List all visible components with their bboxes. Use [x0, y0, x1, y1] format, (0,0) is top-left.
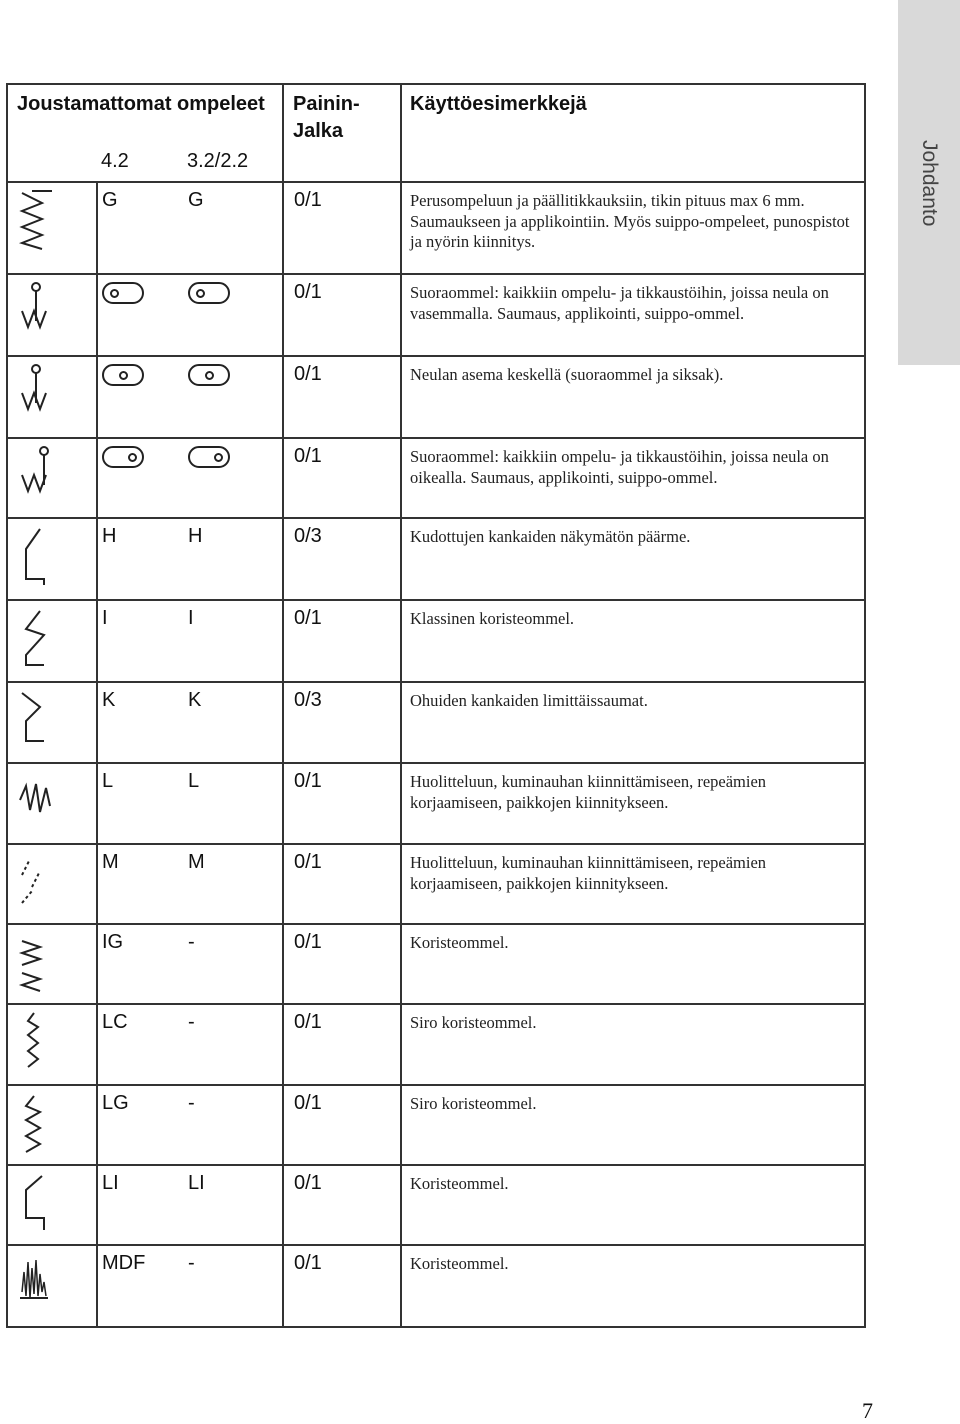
- table-row: [7, 1004, 865, 1085]
- table-row: [7, 924, 865, 1004]
- presser-foot-value: 0/1: [283, 844, 401, 924]
- model-3-2-code: [188, 445, 278, 468]
- presser-foot-value: 0/1: [283, 1004, 401, 1085]
- table-row: [7, 682, 865, 763]
- table-row: [7, 1245, 865, 1327]
- needle-position-icon: [102, 364, 144, 386]
- model-3-2: 3.2/2.2: [187, 150, 249, 172]
- presser-foot-value: 0/1: [283, 924, 401, 1004]
- table-row: [7, 518, 865, 600]
- model-4-2: 4.2: [101, 150, 129, 172]
- table-row: [7, 1165, 865, 1245]
- side-tab-label: Johdanto: [918, 140, 941, 227]
- step-stitch-icon: [18, 1172, 54, 1236]
- presser-foot-value: 0/1: [283, 182, 401, 274]
- usage-example: Perusompeluun ja päällitikkauksiin, tikin pituus max 6 mm. Saumaukseen ja applikointiin. Myös suippo-ompeleet, punospistot ja nyörin kiinnitys.: [401, 182, 865, 274]
- table-row: [7, 182, 865, 274]
- table-row: [7, 844, 865, 924]
- model-4-2-code: I: [102, 607, 108, 629]
- wave-stitch-icon: [18, 1011, 54, 1075]
- blind-hem-stitch-icon: [18, 525, 54, 589]
- straight-stitch-icon: [18, 189, 54, 253]
- side-tab: [898, 0, 960, 365]
- needle-position-icon: [102, 446, 144, 468]
- usage-example: Koristeommel.: [401, 1165, 865, 1245]
- model-3-2-code: -: [188, 1011, 195, 1033]
- usage-example: Koristeommel.: [401, 1245, 865, 1327]
- usage-example: Kudottujen kankaiden näkymätön päärme.: [401, 518, 865, 600]
- model-3-2-code: H: [188, 525, 203, 547]
- m-decorative-stitch-icon: [18, 931, 54, 995]
- needle-position-icon: [102, 282, 144, 304]
- model-4-2-code: MDF: [102, 1252, 146, 1274]
- usage-example: Huolitteluun, kuminauhan kiinnittämiseen, repeämien korjaamiseen, paikkojen kiinnitykseen.: [401, 763, 865, 844]
- table-row: [7, 1085, 865, 1165]
- presser-foot-value: 0/1: [283, 1245, 401, 1327]
- model-4-2-code: [98, 445, 188, 468]
- usage-example: Koristeommel.: [401, 924, 865, 1004]
- model-3-2-code: -: [188, 1092, 195, 1114]
- usage-example: Huolitteluun, kuminauhan kiinnittämiseen, repeämien korjaamiseen, paikkojen kiinnitykseen.: [401, 844, 865, 924]
- model-3-2-code: L: [188, 770, 200, 792]
- needle-position-icon: [188, 364, 230, 386]
- model-4-2-code: L: [102, 770, 114, 792]
- model-3-2-code: [188, 363, 278, 386]
- needle-left-stitch-icon: [18, 281, 54, 345]
- presser-foot-value: 0/1: [283, 274, 401, 356]
- model-3-2-code: G: [188, 189, 204, 211]
- table-row: [7, 274, 865, 356]
- table-row: [7, 600, 865, 682]
- multi-zigzag-stitch-icon: [18, 770, 54, 834]
- page-number: 7: [862, 1398, 873, 1423]
- presser-foot-value: 0/1: [283, 763, 401, 844]
- needle-position-icon: [188, 446, 230, 468]
- needle-position-icon: [188, 282, 230, 304]
- model-4-2-code: IG: [102, 931, 124, 953]
- presser-foot-value: 0/3: [283, 518, 401, 600]
- model-3-2-code: M: [188, 851, 205, 873]
- overlock-stitch-icon: [18, 689, 54, 753]
- table-row: [7, 438, 865, 518]
- model-4-2-code: [98, 363, 188, 386]
- scallop-stitch-icon: [18, 1092, 54, 1156]
- presser-foot-value: 0/1: [283, 356, 401, 438]
- model-4-2-code: LG: [102, 1092, 129, 1114]
- table-row: [7, 356, 865, 438]
- model-4-2-code: H: [102, 525, 117, 547]
- model-3-2-code: [188, 281, 278, 304]
- usage-example: Neulan asema keskellä (suoraommel ja siksak).: [401, 356, 865, 438]
- header-examples: Käyttöesimerkkejä: [410, 93, 587, 115]
- model-3-2-code: -: [188, 1252, 195, 1274]
- model-3-2-code: LI: [188, 1172, 205, 1194]
- model-4-2-code: LC: [102, 1011, 128, 1033]
- presser-foot-value: 0/1: [283, 1085, 401, 1165]
- model-4-2-code: [98, 281, 188, 304]
- stitch-table: [6, 83, 866, 1328]
- usage-example: Klassinen koristeommel.: [401, 600, 865, 682]
- usage-example: Siro koristeommel.: [401, 1004, 865, 1085]
- table-header-row: [7, 84, 865, 146]
- classic-decorative-stitch-icon: [18, 607, 54, 671]
- presser-foot-value: 0/3: [283, 682, 401, 763]
- dense-decorative-stitch-icon: [18, 1252, 54, 1316]
- usage-example: Ohuiden kankaiden limittäissaumat.: [401, 682, 865, 763]
- model-3-2-code: I: [188, 607, 194, 629]
- model-4-2-code: K: [102, 689, 116, 711]
- presser-foot-value: 0/1: [283, 1165, 401, 1245]
- model-3-2-code: -: [188, 931, 195, 953]
- model-4-2-code: G: [102, 189, 118, 211]
- table-row: [7, 763, 865, 844]
- needle-center-stitch-icon: [18, 363, 54, 427]
- model-4-2-code: M: [102, 851, 119, 873]
- model-4-2-code: LI: [102, 1172, 119, 1194]
- usage-example: Siro koristeommel.: [401, 1085, 865, 1165]
- usage-example: Suoraommel: kaikkiin ompelu- ja tikkaustöihin, joissa neula on oikealla. Saumaus, applikointi, suippo-ommel.: [401, 438, 865, 518]
- needle-right-stitch-icon: [18, 445, 54, 509]
- presser-foot-value: 0/1: [283, 438, 401, 518]
- header-presser-foot: Painin- Jalka: [293, 93, 360, 142]
- header-stitches: Joustamattomat ompeleet: [17, 93, 265, 115]
- model-3-2-code: K: [188, 689, 202, 711]
- dotted-zigzag-stitch-icon: [18, 851, 54, 915]
- presser-foot-value: 0/1: [283, 600, 401, 682]
- usage-example: Suoraommel: kaikkiin ompelu- ja tikkaustöihin, joissa neula on vasemmalla. Saumaus, applikointi, suippo-ommel.: [401, 274, 865, 356]
